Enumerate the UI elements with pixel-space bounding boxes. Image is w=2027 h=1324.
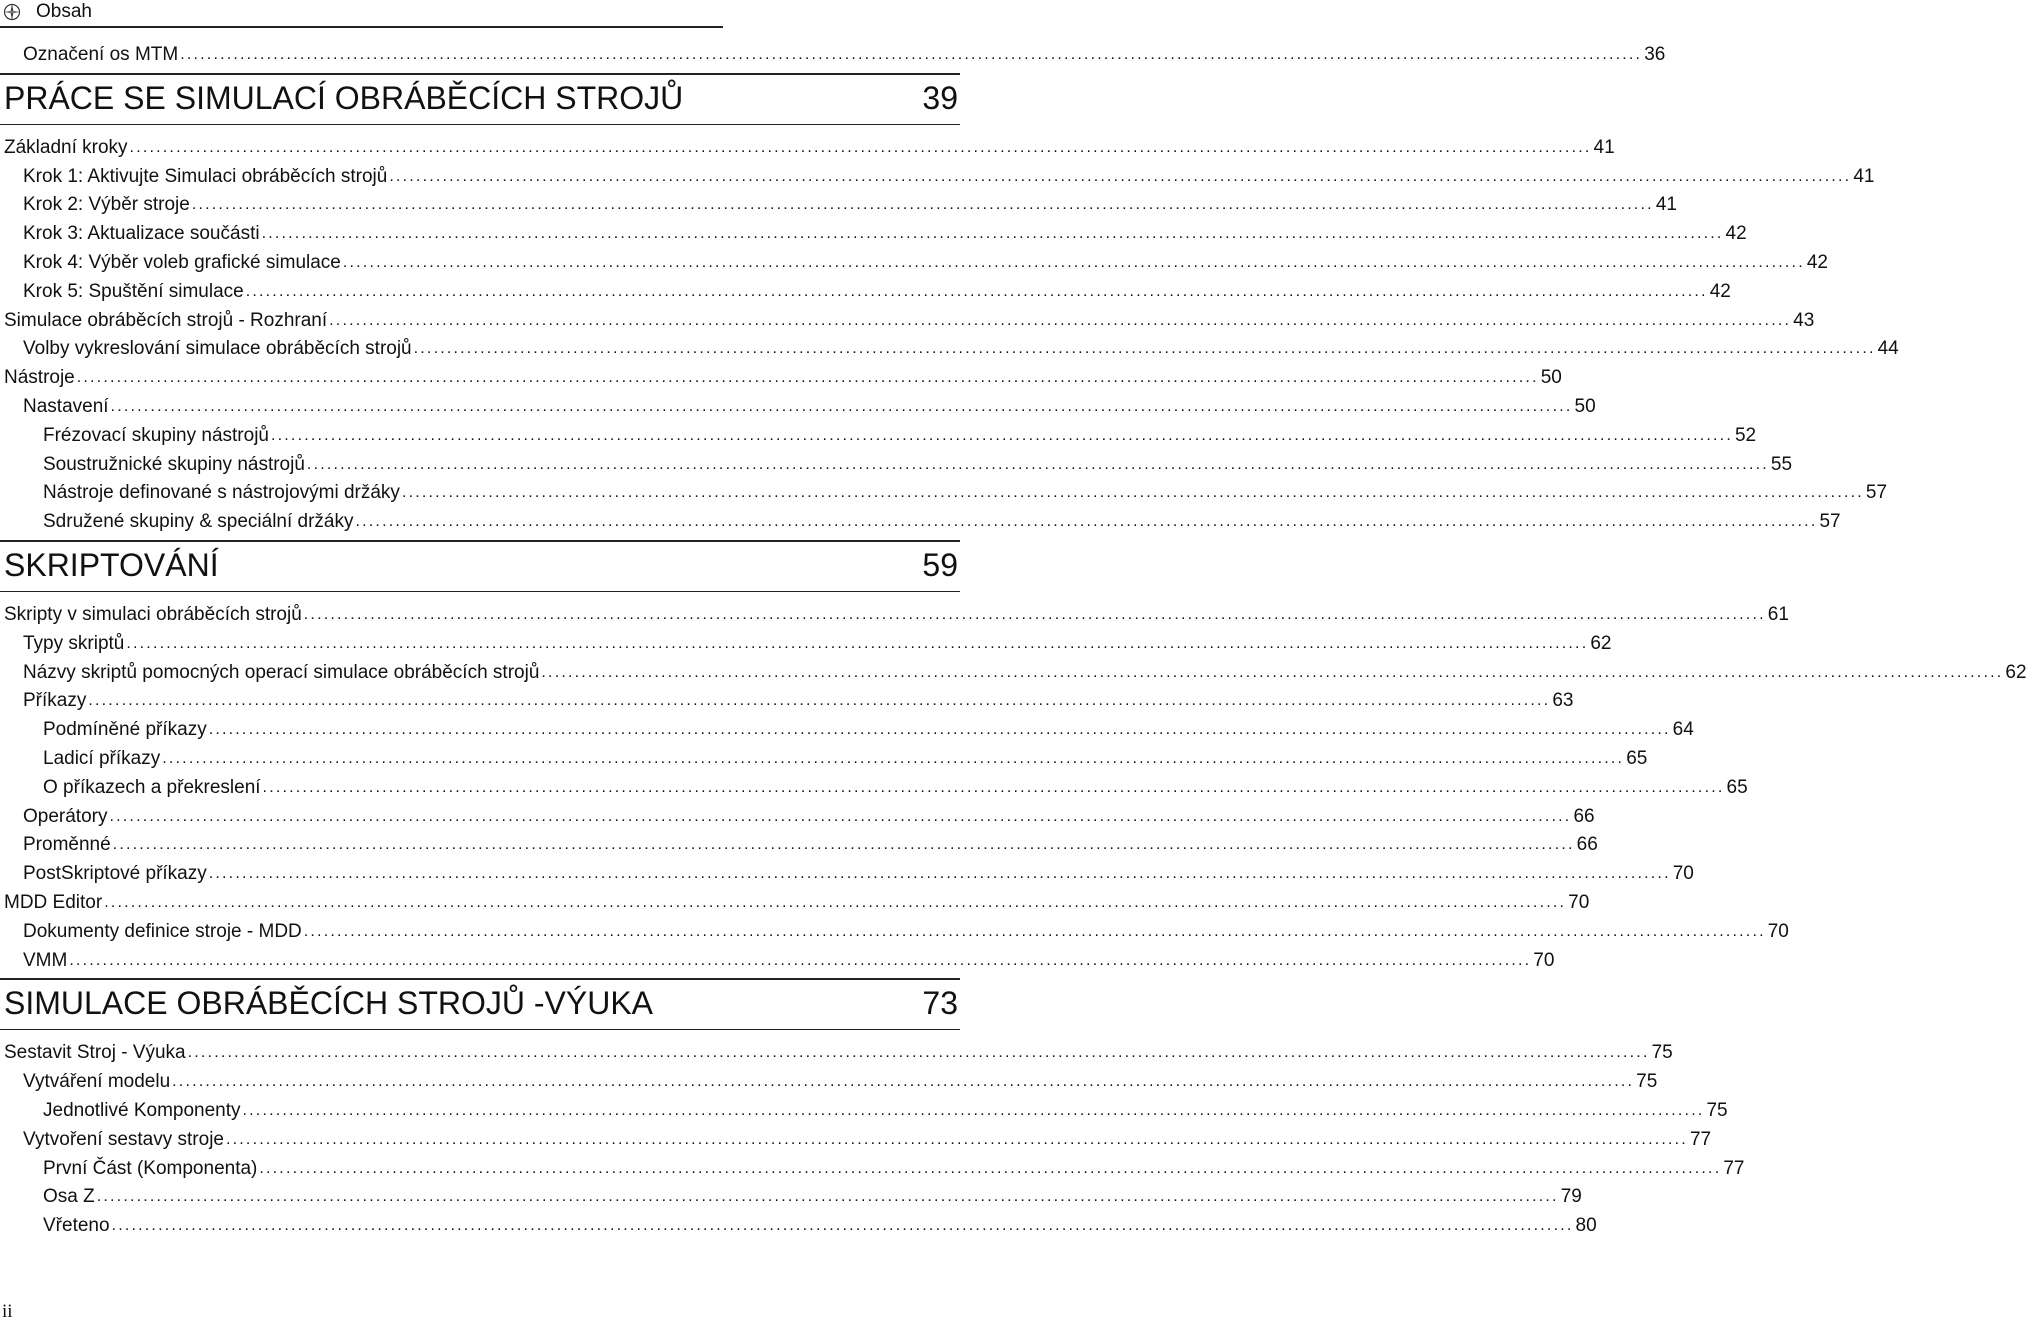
toc-entry[interactable] <box>0 448 1793 476</box>
toc-entry-page: 62 <box>2005 661 2027 683</box>
toc-entry-label: Dokumenty definice stroje - MDD <box>23 920 302 942</box>
toc-entry-label: Simulace obráběcích strojů - Rozhraní <box>4 309 328 331</box>
toc-entry-page: 66 <box>1576 834 1598 856</box>
toc-entry[interactable] <box>0 131 1615 159</box>
page-header <box>0 0 960 30</box>
toc-entry[interactable] <box>0 304 1815 332</box>
toc-entry[interactable] <box>0 598 1789 626</box>
toc-entry[interactable] <box>0 1065 1658 1093</box>
chapter-title: SKRIPTOVÁNÍ <box>4 547 219 583</box>
toc-entry-page: 57 <box>1819 511 1841 533</box>
toc-entry[interactable] <box>0 505 1841 533</box>
toc-entry-page: 70 <box>1568 892 1590 913</box>
chapter-rule <box>0 124 960 125</box>
toc-entry-page: 75 <box>1651 1042 1673 1064</box>
toc-entry-label: Podmíněné příkazy <box>43 719 207 741</box>
chapter-rule <box>0 1029 960 1030</box>
toc-entry-page: 64 <box>1672 719 1694 741</box>
page-number: ii <box>2 1301 13 1322</box>
toc-entry-page: 61 <box>1767 604 1789 625</box>
toc-entry[interactable] <box>0 627 1612 655</box>
toc-entry[interactable] <box>0 656 2027 684</box>
toc-entry[interactable] <box>0 684 1574 712</box>
dot-leader: ............................................................................................................................................................................................................................ <box>208 865 1671 883</box>
toc-entry-label: Nastavení <box>23 396 109 417</box>
toc-entry[interactable] <box>0 1180 1582 1208</box>
toc-entry-label: Označení os MTM <box>23 44 179 65</box>
dot-leader: ............................................................................................................................................................................................................................ <box>355 513 1818 531</box>
chapter-rule <box>0 978 960 980</box>
dot-leader: ............................................................................................................................................................................................................................ <box>342 254 1805 271</box>
dot-leader: ............................................................................................................................................................................................................................ <box>111 1217 1574 1235</box>
dot-leader: ............................................................................................................................................................................................................................ <box>76 369 1539 387</box>
toc-entry-label: Vřeteno <box>43 1215 110 1237</box>
toc-entry[interactable] <box>0 476 1888 504</box>
dot-leader: ............................................................................................................................................................................................................................ <box>303 922 1766 940</box>
toc-entry[interactable] <box>0 800 1595 828</box>
toc-entry-label: Frézovací skupiny nástrojů <box>43 424 269 446</box>
toc-entry-page: 63 <box>1552 690 1574 712</box>
dot-leader: ............................................................................................................................................................................................................................ <box>389 167 1852 185</box>
toc-entry-page: 43 <box>1793 309 1815 331</box>
toc-entry-label: Krok 3: Aktualizace součásti <box>23 223 260 245</box>
dot-leader: ............................................................................................................................................................................................................................ <box>401 484 1864 502</box>
dot-leader: ............................................................................................................................................................................................................................ <box>541 663 2004 681</box>
toc-entry-label: Sdružené skupiny & speciální držáky <box>43 511 354 533</box>
dot-leader: ............................................................................................................................................................................................................................ <box>88 692 1551 710</box>
toc-entry-page: 70 <box>1767 920 1789 942</box>
dot-leader: ............................................................................................................................................................................................................................ <box>306 455 1769 473</box>
toc-entry-page: 55 <box>1770 453 1793 475</box>
chapter-rule <box>0 591 960 592</box>
toc-entry-page: 77 <box>1689 1128 1712 1150</box>
toc-entry-page: 77 <box>1723 1157 1745 1179</box>
toc-entry-page: 70 <box>1533 949 1555 971</box>
toc-entry-label: Krok 1: Aktivujte Simulaci obráběcích strojů <box>23 165 388 187</box>
toc-entry-page: 42 <box>1725 223 1747 245</box>
toc-entry[interactable] <box>0 1152 1745 1180</box>
toc-entry[interactable] <box>0 828 1598 856</box>
toc-entry[interactable] <box>0 742 1648 770</box>
toc-entry-page: 42 <box>1709 280 1731 302</box>
toc-entry[interactable] <box>0 1123 1712 1151</box>
chapter-heading[interactable] <box>0 73 960 125</box>
dot-leader: ............................................................................................................................................................................................................................ <box>329 311 1792 329</box>
chapter-rule <box>0 73 960 75</box>
toc-entry-label: Příkazy <box>23 690 87 712</box>
toc-entry[interactable] <box>0 1036 1673 1064</box>
dot-leader: ............................................................................................................................................................................................................................ <box>126 634 1589 652</box>
dot-leader: ............................................................................................................................................................................................................................ <box>112 836 1575 854</box>
dot-leader: ............................................................................................................................................................................................................................ <box>259 1159 1722 1177</box>
dot-leader: ............................................................................................................................................................................................................................ <box>109 807 1572 825</box>
toc-entry-label: Krok 2: Výběr stroje <box>23 194 190 216</box>
dot-leader: ............................................................................................................................................................................................................................ <box>129 138 1592 156</box>
toc-entry-label: Základní kroky <box>4 136 128 158</box>
toc-entry-page: 66 <box>1573 805 1595 827</box>
toc-entry-label: MDD Editor <box>4 892 103 913</box>
toc-entry-label: Krok 5: Spuštění simulace <box>23 280 244 302</box>
toc-entry-page: 79 <box>1560 1186 1582 1208</box>
dot-leader: ............................................................................................................................................................................................................................ <box>187 1044 1650 1062</box>
toc-entry-page: 42 <box>1806 252 1828 273</box>
toc-entry[interactable] <box>0 188 1677 216</box>
toc-entry-label: Proměnné <box>23 834 111 856</box>
toc-entry-label: Skripty v simulaci obráběcích strojů <box>4 604 302 625</box>
toc-entry[interactable] <box>0 390 1596 418</box>
compass-logo-icon <box>3 3 21 21</box>
toc-entry[interactable] <box>0 246 1828 274</box>
dot-leader: ............................................................................................................................................................................................................................ <box>172 1073 1635 1091</box>
dot-leader: ............................................................................................................................................................................................................................ <box>69 951 1532 969</box>
toc-entry-label: Ladicí příkazy <box>43 748 161 769</box>
dot-leader: ............................................................................................................................................................................................................................ <box>262 778 1725 796</box>
toc-entry[interactable] <box>0 944 1555 972</box>
toc-entry[interactable] <box>0 275 1731 303</box>
chapter-page: 39 <box>922 79 958 116</box>
toc-entry-label: Nástroje <box>4 367 75 389</box>
toc-entry-page: 44 <box>1877 338 1899 360</box>
toc-entry-page: 62 <box>1590 632 1612 654</box>
toc-entry-label: Jednotlivé Komponenty <box>43 1100 241 1121</box>
toc-entry[interactable] <box>0 713 1694 741</box>
toc-entry-page: 65 <box>1626 748 1648 769</box>
toc-entry[interactable] <box>0 857 1694 885</box>
dot-leader: ............................................................................................................................................................................................................................ <box>110 398 1573 415</box>
dot-leader: ............................................................................................................................................................................................................................ <box>271 426 1733 444</box>
dot-leader: ............................................................................................................................................................................................................................ <box>261 225 1724 243</box>
toc-entry-label: Krok 4: Výběr voleb grafické simulace <box>23 252 341 273</box>
toc-entry-label: Soustružnické skupiny nástrojů <box>43 453 305 475</box>
toc-entry-page: 50 <box>1540 367 1562 389</box>
toc-entry-label: O příkazech a překreslení <box>43 776 261 798</box>
dot-leader: ............................................................................................................................................................................................................................ <box>303 606 1766 623</box>
toc-entry-page: 70 <box>1672 863 1694 885</box>
chapter-page: 59 <box>922 547 958 583</box>
toc-entry[interactable] <box>0 1094 1728 1122</box>
toc-entry[interactable] <box>0 332 1899 360</box>
toc-entry-label: Typy skriptů <box>23 632 125 654</box>
dot-leader: ............................................................................................................................................................................................................................ <box>162 750 1625 767</box>
toc-entry[interactable] <box>0 915 1789 943</box>
toc-entry-label: První Část (Komponenta) <box>43 1157 258 1179</box>
toc-entry-page: 57 <box>1865 482 1888 504</box>
dot-leader: ............................................................................................................................................................................................................................ <box>225 1130 1688 1148</box>
header-rule <box>0 26 723 28</box>
chapter-rule <box>0 540 960 542</box>
dot-leader: ............................................................................................................................................................................................................................ <box>245 282 1708 300</box>
toc-entry-page: 75 <box>1706 1100 1728 1121</box>
toc-entry-page: 36 <box>1644 44 1666 65</box>
toc-entry[interactable] <box>0 771 1748 799</box>
dot-leader: ............................................................................................................................................................................................................................ <box>180 46 1643 63</box>
toc-entry[interactable] <box>0 160 1875 188</box>
toc-entry[interactable] <box>0 361 1562 389</box>
chapter-title: SIMULACE OBRÁBĚCÍCH STROJŮ -VÝUKA <box>4 985 653 1022</box>
toc-entry-label: Volby vykreslování simulace obráběcích strojů <box>23 338 412 360</box>
dot-leader: ............................................................................................................................................................................................................................ <box>208 721 1671 739</box>
toc-entry-label: Operátory <box>23 805 108 827</box>
toc-entry-label: Vytváření modelu <box>23 1071 171 1093</box>
toc-entry-page: 41 <box>1593 136 1615 158</box>
toc-entry-label: Sestavit Stroj - Výuka <box>4 1042 186 1064</box>
toc-entry[interactable] <box>0 886 1590 914</box>
dot-leader: ............................................................................................................................................................................................................................ <box>413 340 1876 358</box>
chapter-heading[interactable] <box>0 540 960 592</box>
toc-entry-page: 52 <box>1734 424 1757 446</box>
dot-leader: ............................................................................................................................................................................................................................ <box>104 894 1567 911</box>
toc-entry[interactable] <box>0 217 1747 245</box>
toc-entry-page: 75 <box>1636 1071 1658 1093</box>
chapter-heading[interactable] <box>0 978 960 1030</box>
header-title: Obsah <box>36 1 92 22</box>
chapter-title: PRÁCE SE SIMULACÍ OBRÁBĚCÍCH STROJŮ <box>4 79 684 116</box>
toc-entry-label: Názvy skriptů pomocných operací simulace obráběcích strojů <box>23 661 540 683</box>
toc-entry-label: Vytvoření sestavy stroje <box>23 1128 224 1150</box>
toc-entry-label: PostSkriptové příkazy <box>23 863 207 885</box>
dot-leader: ............................................................................................................................................................................................................................ <box>242 1102 1705 1119</box>
toc-entry-page: 41 <box>1655 194 1677 216</box>
toc-entry-label: Nástroje definované s nástrojovými držáky <box>43 482 400 504</box>
toc-entry-label: Osa Z <box>43 1186 95 1208</box>
toc-entry-page: 50 <box>1574 396 1596 417</box>
toc-entry[interactable] <box>0 38 1666 66</box>
toc-entry-page: 65 <box>1726 776 1748 798</box>
toc-entry[interactable] <box>0 1209 1597 1237</box>
toc-entry-label: VMM <box>23 949 68 971</box>
dot-leader: ............................................................................................................................................................................................................................ <box>96 1188 1559 1206</box>
toc-entry[interactable] <box>0 419 1757 447</box>
dot-leader: ............................................................................................................................................................................................................................ <box>191 196 1654 214</box>
toc-entry-page: 80 <box>1575 1215 1597 1237</box>
chapter-page: 73 <box>922 985 958 1022</box>
toc-entry-page: 41 <box>1853 165 1875 187</box>
